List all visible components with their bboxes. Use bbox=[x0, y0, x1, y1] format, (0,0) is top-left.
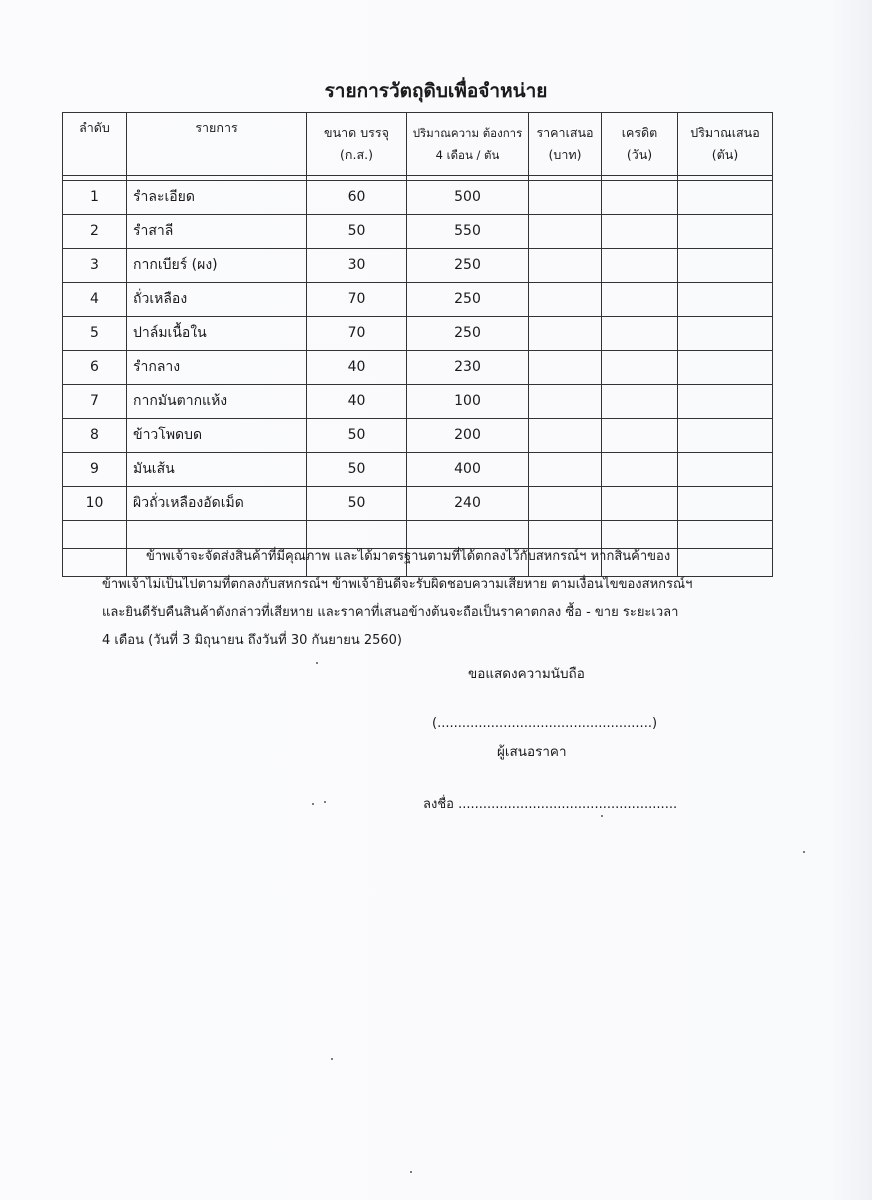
cell-item: ผิวถั่วเหลืองอัดเม็ด bbox=[127, 487, 307, 521]
cell-offer bbox=[678, 453, 773, 487]
cell-offer bbox=[678, 215, 773, 249]
table-body bbox=[63, 181, 773, 577]
cell-qty: 230 bbox=[407, 351, 529, 385]
cell-no: 3 bbox=[63, 249, 127, 283]
cell-pack: 30 bbox=[307, 249, 407, 283]
cell-no: 4 bbox=[63, 283, 127, 317]
signature-line: ลงชื่อ ..................................................... bbox=[423, 797, 678, 812]
cell-credit bbox=[602, 317, 678, 351]
cell-offer bbox=[678, 317, 773, 351]
cell-pack: 50 bbox=[307, 419, 407, 453]
cell-qty: 250 bbox=[407, 317, 529, 351]
cell-no: 5 bbox=[63, 317, 127, 351]
table-header-row bbox=[63, 113, 773, 176]
header-offer bbox=[678, 113, 773, 176]
statement-paragraph bbox=[102, 543, 752, 655]
statement-line-1: ข้าพเจ้าจะจัดส่งสินค้าที่มีคุณภาพ และได้มาตรฐานตามที่ได้ตกลงไว้กับสหกรณ์ฯ หากสินค้าของ bbox=[146, 549, 671, 564]
document-title: รายการวัตถุดิบเพื่อจำหน่าย bbox=[324, 80, 548, 102]
cell-no: 6 bbox=[63, 351, 127, 385]
cell-item: ถั่วเหลือง bbox=[127, 283, 307, 317]
cell-pack: 50 bbox=[307, 215, 407, 249]
cell-pack: 40 bbox=[307, 385, 407, 419]
cell-credit bbox=[602, 215, 678, 249]
header-qty bbox=[407, 113, 529, 176]
cell-price bbox=[529, 419, 602, 453]
header-offer-line2: (ตัน) bbox=[711, 147, 739, 162]
name-line: (....................................................) bbox=[432, 716, 658, 731]
table-row bbox=[63, 215, 773, 249]
cell-credit bbox=[602, 181, 678, 215]
cell-item: ปาล์มเนื้อใน bbox=[127, 317, 307, 351]
header-credit-line2: (วัน) bbox=[626, 147, 653, 162]
table-row bbox=[63, 385, 773, 419]
table-row bbox=[63, 317, 773, 351]
cell-no: 1 bbox=[63, 181, 127, 215]
cell-offer bbox=[678, 283, 773, 317]
header-qty-line2: 4 เดือน / ตัน bbox=[435, 148, 500, 162]
cell-pack: 50 bbox=[307, 453, 407, 487]
table-row bbox=[63, 419, 773, 453]
cell-offer bbox=[678, 385, 773, 419]
cell-pack: 70 bbox=[307, 317, 407, 351]
cell-price bbox=[529, 283, 602, 317]
cell-credit bbox=[602, 453, 678, 487]
cell-credit bbox=[602, 249, 678, 283]
cell-qty: 250 bbox=[407, 249, 529, 283]
cell-qty: 400 bbox=[407, 453, 529, 487]
table-row bbox=[63, 283, 773, 317]
cell-no: 8 bbox=[63, 419, 127, 453]
table-row bbox=[63, 351, 773, 385]
scan-speck bbox=[312, 803, 314, 805]
cell-item: รำสาลี bbox=[127, 215, 307, 249]
cell-pack: 60 bbox=[307, 181, 407, 215]
statement-line-2: ข้าพเจ้าไม่เป็นไปตามที่ตกลงกับสหกรณ์ฯ ข้าพเจ้ายินดีจะรับผิดชอบความเสียหาย ตามเงื่อนไขของสหกรณ์ฯ bbox=[102, 577, 693, 592]
cell-price bbox=[529, 453, 602, 487]
cell-offer bbox=[678, 419, 773, 453]
cell-price bbox=[529, 487, 602, 521]
cell-price bbox=[529, 385, 602, 419]
cell-no: 10 bbox=[63, 487, 127, 521]
cell-credit bbox=[602, 419, 678, 453]
cell-qty: 200 bbox=[407, 419, 529, 453]
cell-item: รำกลาง bbox=[127, 351, 307, 385]
cell-offer bbox=[678, 181, 773, 215]
materials-table bbox=[62, 112, 773, 577]
scan-speck bbox=[410, 1171, 412, 1173]
cell-pack: 70 bbox=[307, 283, 407, 317]
closing-regards: ขอแสดงความนับถือ bbox=[468, 666, 585, 682]
scan-speck bbox=[316, 662, 318, 664]
cell-item: กากเบียร์ (ผง) bbox=[127, 249, 307, 283]
cell-price bbox=[529, 249, 602, 283]
cell-qty: 240 bbox=[407, 487, 529, 521]
cell-credit bbox=[602, 283, 678, 317]
cell-credit bbox=[602, 385, 678, 419]
cell-item: รำละเอียด bbox=[127, 181, 307, 215]
header-price-line1: ราคาเสนอ bbox=[536, 125, 594, 140]
cell-no: 9 bbox=[63, 453, 127, 487]
cell-qty: 550 bbox=[407, 215, 529, 249]
cell-qty: 100 bbox=[407, 385, 529, 419]
header-credit-line1: เครดิต bbox=[621, 125, 658, 140]
scan-speck bbox=[331, 1058, 333, 1060]
header-pack-line2: (ก.ส.) bbox=[340, 147, 373, 162]
statement-line-4: 4 เดือน (วันที่ 3 มิถุนายน ถึงวันที่ 30 กันยายน 2560) bbox=[102, 633, 402, 648]
header-item bbox=[127, 113, 307, 176]
cell-qty: 500 bbox=[407, 181, 529, 215]
header-no bbox=[63, 113, 127, 176]
cell-credit bbox=[602, 351, 678, 385]
cell-price bbox=[529, 215, 602, 249]
cell-offer bbox=[678, 351, 773, 385]
table-row bbox=[63, 249, 773, 283]
cell-pack: 40 bbox=[307, 351, 407, 385]
cell-qty: 250 bbox=[407, 283, 529, 317]
cell-no: 2 bbox=[63, 215, 127, 249]
header-offer-line1: ปริมาณเสนอ bbox=[690, 125, 760, 140]
offerer-role: ผู้เสนอราคา bbox=[497, 744, 567, 760]
cell-offer bbox=[678, 487, 773, 521]
header-credit bbox=[602, 113, 678, 176]
cell-item: ข้าวโพดบด bbox=[127, 419, 307, 453]
scan-speck bbox=[324, 801, 326, 803]
statement-line-3: และยินดีรับคืนสินค้าดังกล่าวที่เสียหาย และราคาที่เสนอข้างต้นจะถือเป็นราคาตกลง ซื้อ - ขาย ระยะเวลา bbox=[102, 605, 679, 620]
scan-speck bbox=[601, 815, 603, 817]
table-row bbox=[63, 453, 773, 487]
header-no-label: ลำดับ bbox=[79, 120, 110, 135]
cell-pack: 50 bbox=[307, 487, 407, 521]
cell-price bbox=[529, 317, 602, 351]
header-pack-line1: ขนาด บรรจุ bbox=[324, 125, 389, 140]
header-price bbox=[529, 113, 602, 176]
cell-credit bbox=[602, 487, 678, 521]
cell-item: มันเส้น bbox=[127, 453, 307, 487]
cell-price bbox=[529, 351, 602, 385]
header-item-label: รายการ bbox=[195, 120, 238, 135]
scan-speck bbox=[803, 851, 805, 853]
cell-item: กากมันตากแห้ง bbox=[127, 385, 307, 419]
header-pack bbox=[307, 113, 407, 176]
header-price-line2: (บาท) bbox=[548, 147, 582, 162]
cell-price bbox=[529, 181, 602, 215]
cell-no: 7 bbox=[63, 385, 127, 419]
header-qty-line1: ปริมาณความ ต้องการ bbox=[412, 126, 523, 140]
table-row bbox=[63, 487, 773, 521]
cell-offer bbox=[678, 249, 773, 283]
table-row bbox=[63, 181, 773, 215]
